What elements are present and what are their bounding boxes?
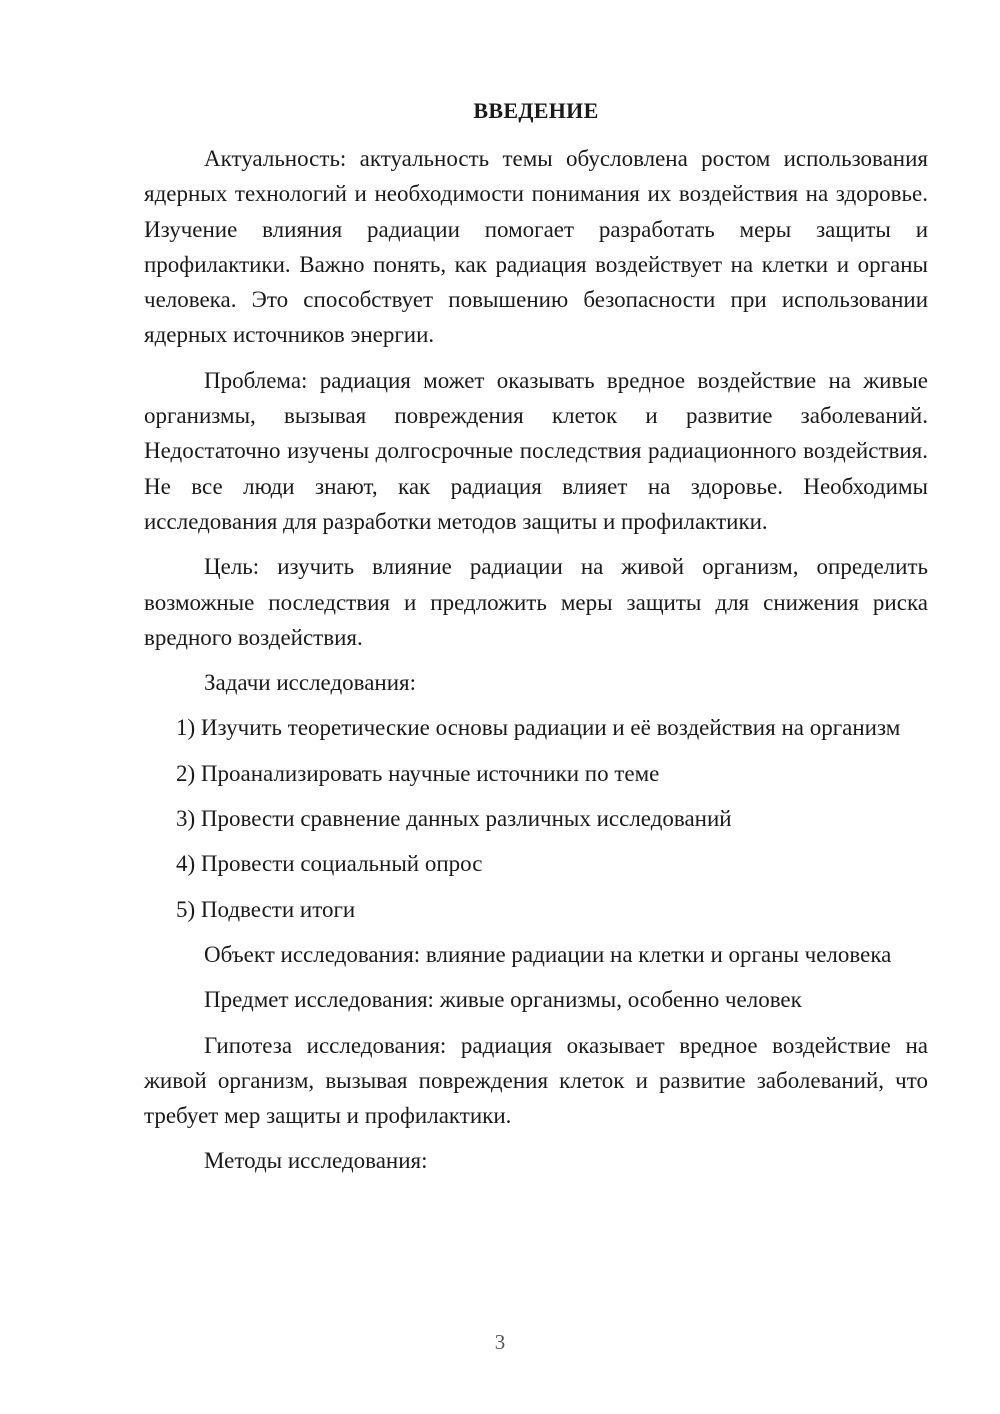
- task-item: 5) Подвести итоги: [176, 896, 356, 922]
- section-heading: ВВЕДЕНИЕ: [473, 98, 599, 123]
- relevance-paragraph: Актуальность: актуальность темы обусловлена ростом использования ядерных технологий и необходимости понимания их воздействия на здоровье. Изучение влияния радиации помогает разработать меры защиты и профилактики. Важно понять, как радиация воздействует на клетки и органы человека. Это способствует повышению безопасности при использовании ядерных источников энергии.: [144, 146, 928, 348]
- problem-paragraph: Проблема: радиация может оказывать вредное воздействие на живые организмы, вызывая повреждения клеток и развитие заболеваний. Недостаточно изучены долгосрочные последствия радиационного воздействия. Не все люди знают, как радиация влияет на здоровье. Необходимы исследования для разработки методов защиты и профилактики.: [144, 367, 928, 534]
- object-paragraph: Объект исследования: влияние радиации на клетки и органы человека: [204, 941, 892, 967]
- subject-paragraph: Предмет исследования: живые организмы, особенно человек: [204, 987, 802, 1013]
- page-number: 3: [494, 1330, 506, 1354]
- hypothesis-paragraph: Гипотеза исследования: радиация оказывает вредное воздействие на живой организм, вызывая повреждения клеток и развитие заболеваний, что требует мер защиты и профилактики.: [144, 1032, 928, 1129]
- task-item: 1) Изучить теоретические основы радиации и её воздействия на организм: [176, 715, 901, 741]
- document-page: [144, 96, 928, 1189]
- goal-paragraph: Цель: изучить влияние радиации на живой организм, определить возможные последствия и предложить меры защиты для снижения риска вредного воздействия.: [144, 554, 928, 650]
- task-item: 2) Проанализировать научные источники по теме: [176, 760, 660, 786]
- tasks-list: [144, 710, 928, 926]
- methods-heading: Методы исследования:: [204, 1148, 428, 1174]
- task-item: 4) Провести социальный опрос: [176, 851, 483, 877]
- task-item: 3) Провести сравнение данных различных исследований: [176, 806, 732, 832]
- tasks-heading: Задачи исследования:: [204, 670, 417, 696]
